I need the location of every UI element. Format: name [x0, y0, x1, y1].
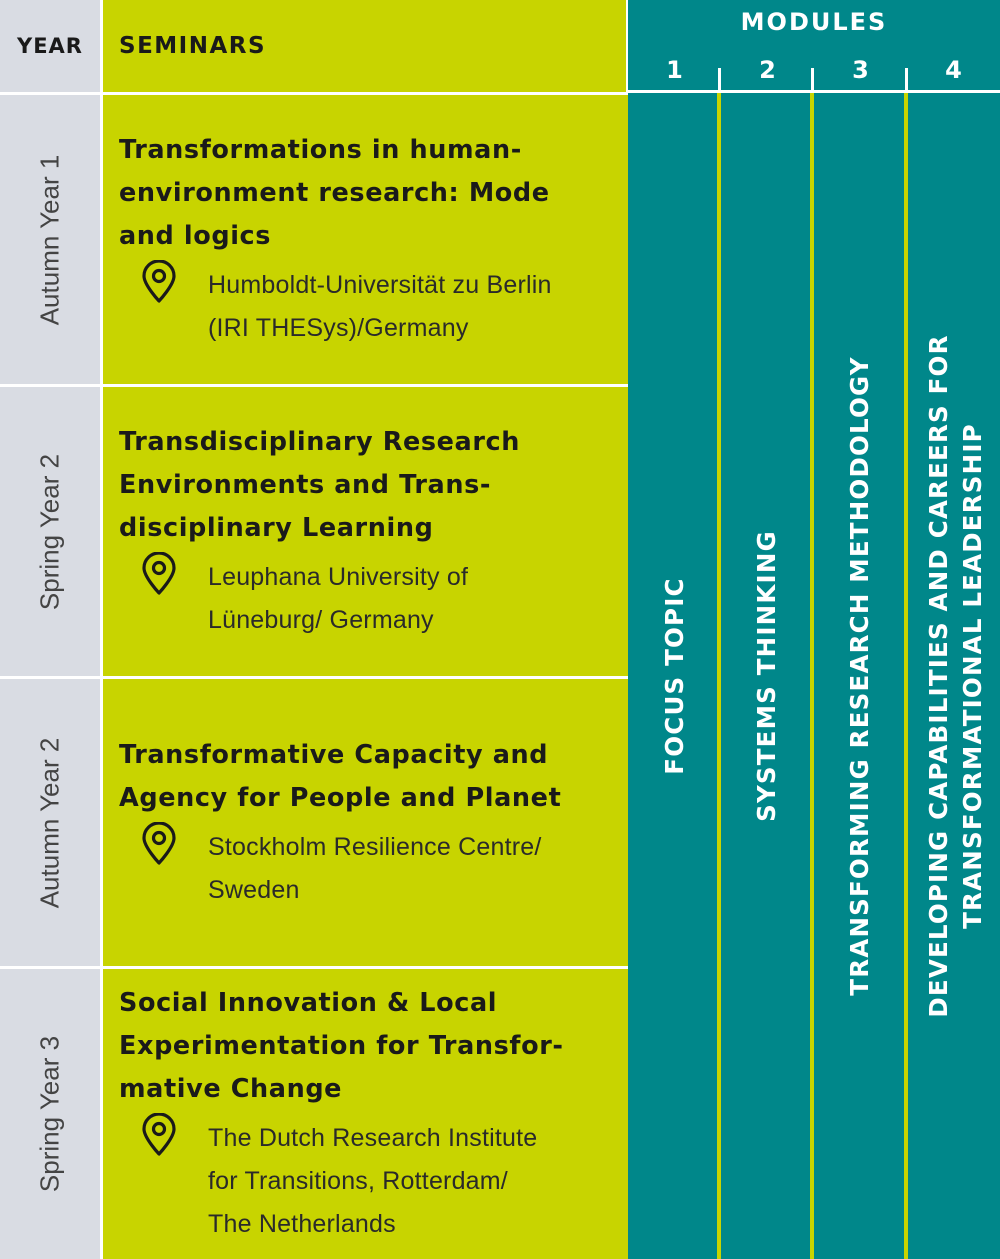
seminar-title-line: Experimentation for Transfor-: [119, 1031, 564, 1061]
seminar-title-line: Social Innovation & Local: [119, 988, 498, 1018]
module-divider: [904, 93, 908, 1259]
seminar-title-line: Transformative Capacity and: [119, 739, 549, 770]
module-divider: [717, 93, 721, 1259]
module-2-label: [750, 530, 784, 822]
seminar-title-line: Environments and Trans-: [119, 470, 492, 500]
seminar-location: [119, 264, 617, 350]
location-line: Lüneburg/ Germany: [208, 606, 434, 634]
module-label-line: TRANSFORMING RESEARCH METHODOLOGY: [845, 356, 874, 996]
year-cell: [0, 95, 100, 384]
location-line: Stockholm Resilience Centre/: [208, 832, 542, 861]
seminar-cell: [103, 969, 629, 1259]
year-label: Autumn Year 1: [34, 154, 65, 325]
seminar-location: [119, 826, 617, 912]
module-label-line: TRANSFORMATIONAL LEADERSHIP: [958, 423, 987, 929]
module-number-3: 3: [852, 56, 869, 84]
seminar-location: [119, 556, 617, 642]
module-divider-tick: [905, 68, 908, 90]
seminar-title-line: and logics: [119, 221, 272, 251]
location-pin-icon: [139, 260, 179, 304]
module-3-label: [843, 356, 877, 995]
seminar-title-line: Agency for People and Planet: [119, 782, 562, 813]
year-label: Spring Year 3: [34, 1035, 65, 1193]
seminar-cell: [103, 679, 629, 966]
year-label: Autumn Year 2: [34, 737, 65, 908]
location-pin-icon: [139, 1113, 179, 1157]
seminar-title-line: mative Change: [119, 1074, 343, 1104]
location-pin-icon: [139, 552, 179, 596]
location-line: (IRI THESys)/Germany: [208, 314, 469, 342]
modules-column-header: [628, 0, 1000, 90]
seminar-title: [119, 734, 617, 820]
seminar-cell: [103, 95, 629, 384]
module-label-line: DEVELOPING CAPABILITIES AND CAREERS FOR: [924, 334, 953, 1018]
location-pin-icon: [139, 822, 179, 866]
seminar-title-line: disciplinary Learning: [119, 513, 434, 543]
seminar-location: [119, 1117, 617, 1246]
module-divider: [810, 93, 814, 1259]
location-line: The Dutch Research Institute: [208, 1124, 538, 1152]
seminar-title-line: Transdisciplinary Research: [119, 427, 520, 457]
module-1-label: [658, 577, 692, 774]
module-label-line: SYSTEMS THINKING: [752, 530, 781, 822]
seminar-cell: [103, 387, 629, 676]
location-text: [208, 1117, 537, 1246]
seminar-title-line: Transformations in human-: [119, 135, 522, 165]
module-4-label: [922, 334, 990, 1017]
location-line: for Transitions, Rotterdam/: [208, 1167, 508, 1195]
module-number-2: 2: [759, 56, 776, 84]
location-line: Humboldt-Universität zu Berlin: [208, 271, 552, 299]
module-divider-tick: [718, 68, 721, 90]
seminar-title: [119, 982, 617, 1111]
module-label-line: FOCUS TOPIC: [660, 577, 689, 775]
location-text: [208, 826, 542, 912]
modules-title: MODULES: [740, 8, 888, 36]
year-label: Spring Year 2: [34, 453, 65, 610]
module-divider-tick: [811, 68, 814, 90]
year-column-header: YEAR: [0, 0, 100, 92]
seminar-title: [119, 421, 617, 550]
location-text: [208, 264, 552, 350]
location-line: Leuphana University of: [208, 563, 469, 591]
year-cell: [0, 969, 100, 1259]
seminars-column-header: SEMINARS: [103, 0, 626, 92]
location-text: [208, 556, 468, 642]
location-line: Sweden: [208, 875, 300, 904]
module-number-1: 1: [666, 56, 683, 84]
seminar-title-line: environment research: Mode: [119, 178, 550, 208]
year-cell: [0, 387, 100, 676]
module-number-4: 4: [945, 56, 962, 84]
year-cell: [0, 679, 100, 966]
seminar-title: [119, 129, 617, 258]
location-line: The Netherlands: [208, 1210, 396, 1238]
